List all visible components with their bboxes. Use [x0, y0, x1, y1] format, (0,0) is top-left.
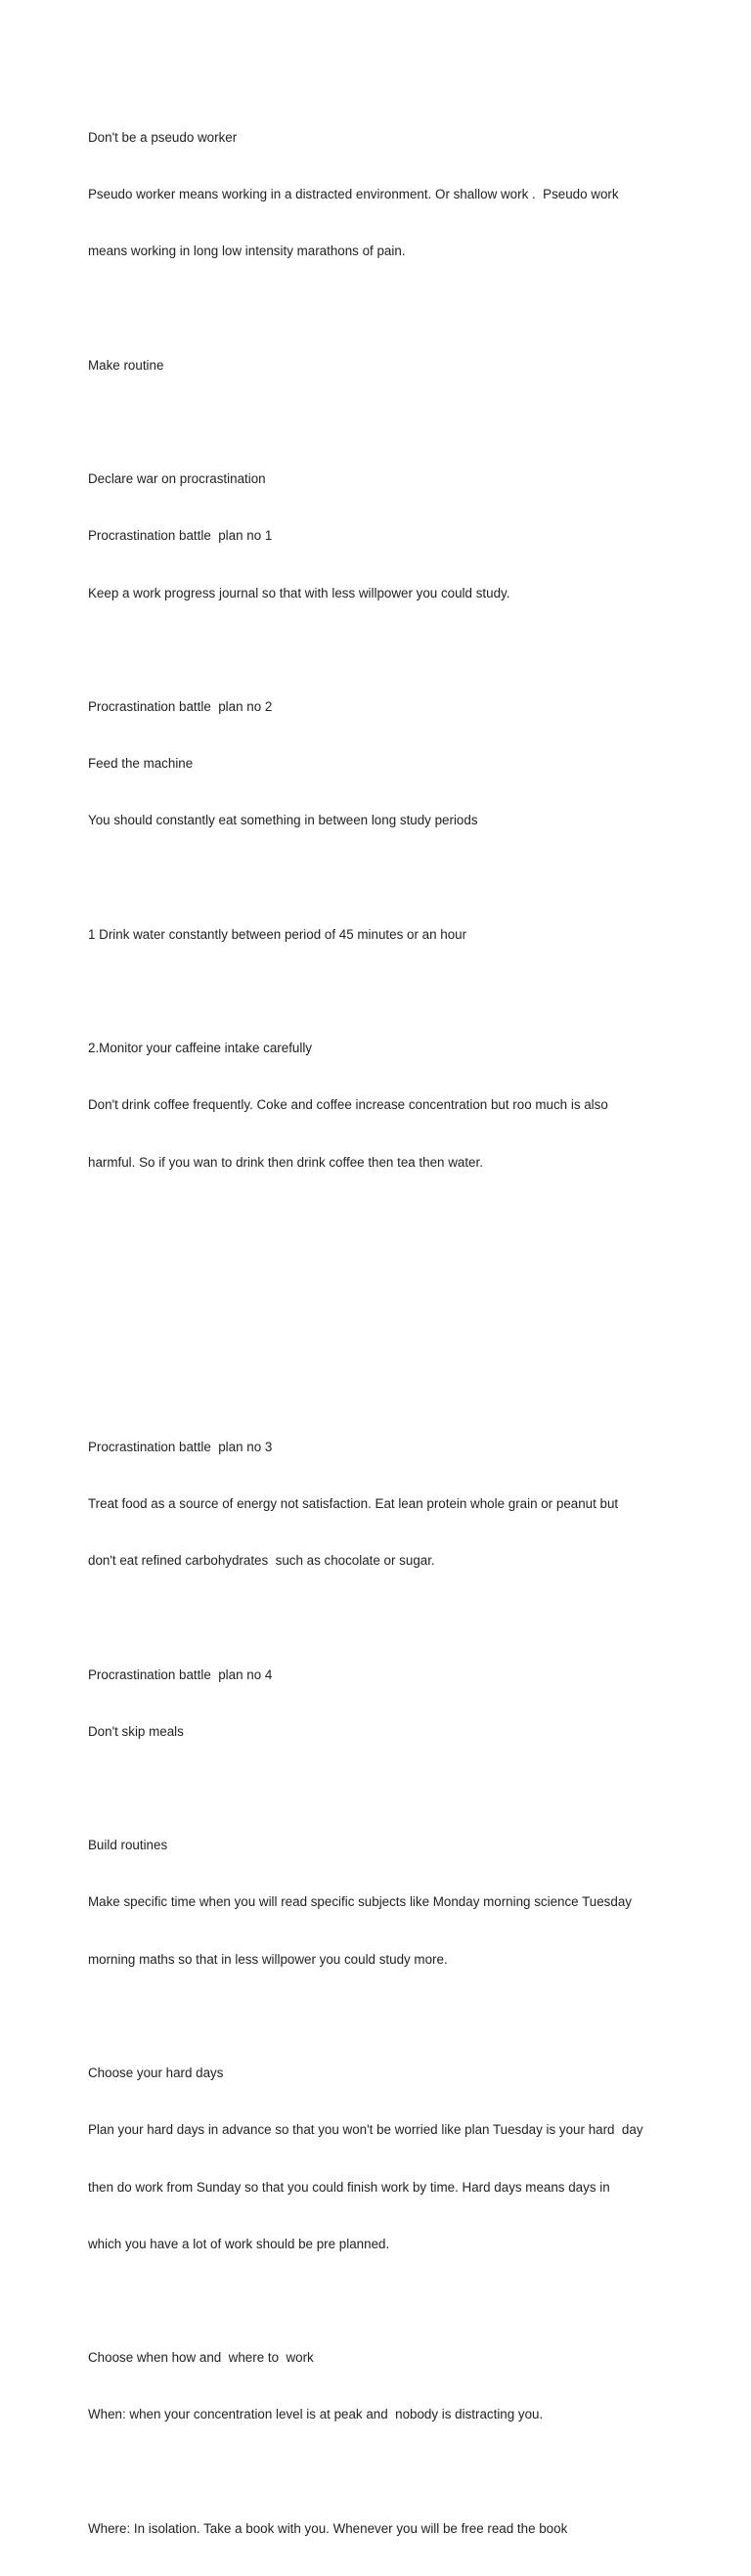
- blank-line: [88, 641, 714, 659]
- heading-make-routine: Make routine: [88, 357, 164, 373]
- blank-line: [88, 2007, 714, 2025]
- heading-plan-3: Procrastination battle plan no 3: [88, 1439, 273, 1454]
- paragraph-line: which you have a lot of work should be pre planned.: [88, 2236, 390, 2251]
- document-body: [88, 90, 714, 2576]
- list-item-2: 2.Monitor your caffeine intake carefully: [88, 1041, 313, 1056]
- blank-line: [88, 1266, 714, 1285]
- paragraph-line: Treat food as a source of energy not satisfaction. Eat lean protein whole grain or peanut but: [88, 1495, 619, 1511]
- paragraph-line: then do work from Sunday so that you could finish work by time. Hard days means days in: [88, 2179, 610, 2195]
- paragraph-line: Plan your hard days in advance so that you won't be worried like plan Tuesday is your hard day: [88, 2122, 643, 2138]
- paragraph-line: Don't skip meals: [88, 1723, 184, 1739]
- paragraph-line: Pseudo worker means working in a distracted environment. Or shallow work . Pseudo work: [88, 187, 619, 202]
- heading-plan-4: Procrastination battle plan no 4: [88, 1666, 273, 1682]
- blank-line: [88, 868, 714, 887]
- paragraph-line: Make specific time when you will read specific subjects like Monday morning science Tuesday: [88, 1894, 632, 1910]
- blank-line: [88, 1779, 714, 1798]
- paragraph-line: don't eat refined carbohydrates such as chocolate or sugar.: [88, 1553, 435, 1569]
- paragraph-line: morning maths so that in less willpower you could study more.: [88, 1951, 448, 1967]
- blank-line: [88, 1608, 714, 1626]
- paragraph-line: Where: In isolation. Take a book with you. Whenever you will be free read the book: [88, 2520, 568, 2536]
- paragraph-line: You should constantly eat something in between long study periods: [88, 813, 478, 828]
- blank-line: [88, 1210, 714, 1228]
- heading-when-where: Choose when how and where to work: [88, 2350, 314, 2366]
- paragraph-line: Don't drink coffee frequently. Coke and coffee increase concentration but roo much is also: [88, 1097, 608, 1113]
- blank-line: [88, 298, 714, 317]
- heading-plan-2: Procrastination battle plan no 2: [88, 698, 273, 714]
- blank-line: [88, 413, 714, 431]
- paragraph-line: means working in long low intensity marathons of pain.: [88, 244, 406, 259]
- heading-declare-war: Declare war on procrastination: [88, 471, 266, 487]
- subheading-feed-machine: Feed the machine: [88, 756, 194, 772]
- paragraph-line: When: when your concentration level is at peak and nobody is distracting you.: [88, 2407, 544, 2422]
- heading-plan-1: Procrastination battle plan no 1: [88, 528, 273, 544]
- blank-line: [88, 1381, 714, 1399]
- heading-build-routines: Build routines: [88, 1838, 168, 1853]
- blank-line: [88, 2291, 714, 2310]
- heading-hard-days: Choose your hard days: [88, 2065, 224, 2081]
- blank-line: [88, 982, 714, 1000]
- paragraph-line: harmful. So if you wan to drink then drink coffee then tea then water.: [88, 1154, 483, 1170]
- paragraph-line: Keep a work progress journal so that with less willpower you could study.: [88, 585, 510, 600]
- list-item-1: 1 Drink water constantly between period of 45 minutes or an hour: [88, 926, 467, 942]
- heading-pseudo-worker: Don't be a pseudo worker: [88, 129, 238, 145]
- blank-line: [88, 2463, 714, 2481]
- blank-line: [88, 1323, 714, 1342]
